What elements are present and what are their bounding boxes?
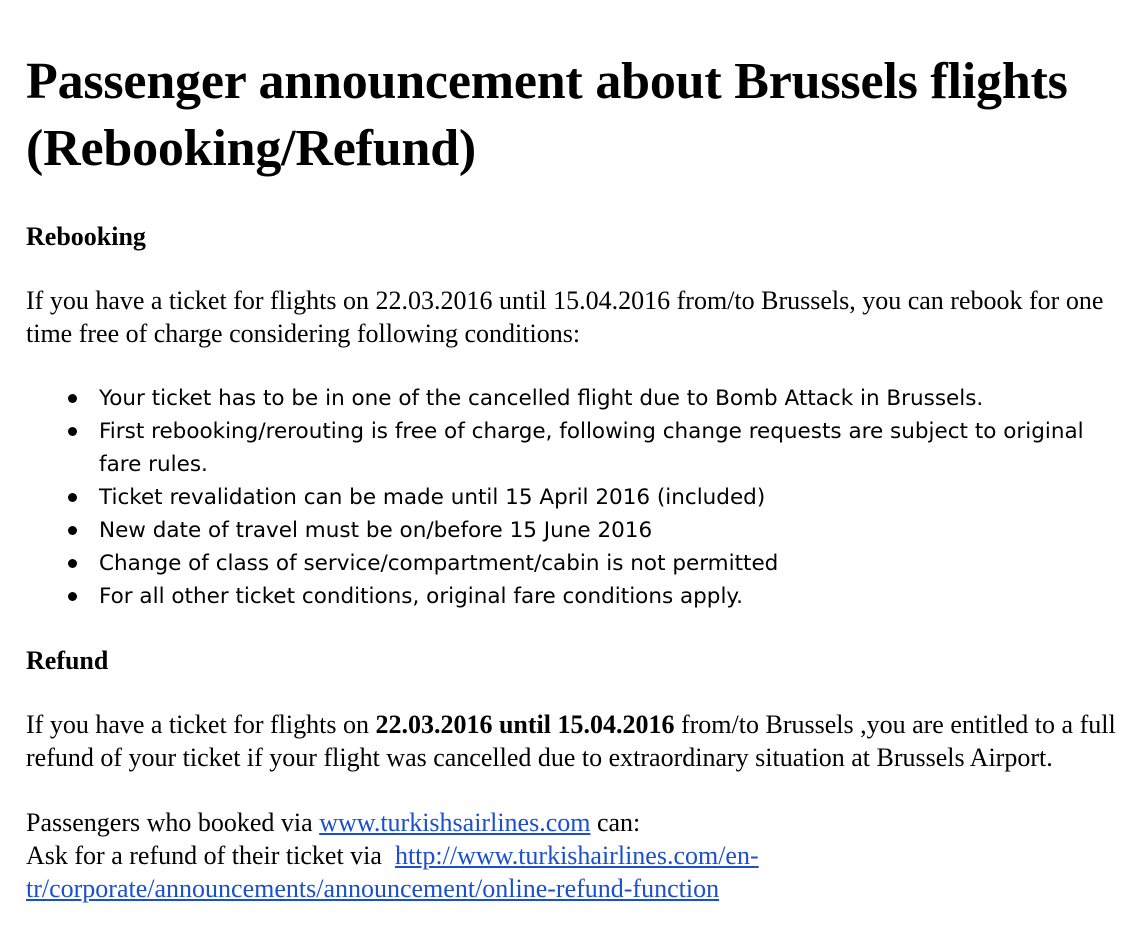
online-refund-link-line1[interactable]: http://www.turkishairlines.com/en- xyxy=(394,841,759,870)
booked-suffix: can: xyxy=(590,808,641,837)
list-item xyxy=(99,382,1126,415)
list-item xyxy=(99,580,1126,613)
refund-text-suffix: from/to Brussels ,you are entitled to a full refund of your ticket if your flight was cancelled due to extraordinary situation at Brussels Airport. xyxy=(26,710,1116,772)
bullet-icon xyxy=(68,592,77,601)
refund-heading: Refund xyxy=(26,646,109,675)
rebooking-intro: If you have a ticket for flights on 22.03.2016 until 15.04.2016 from/to Brussels, you can rebook for one time free of charge considering following conditions: xyxy=(26,286,1104,348)
ask-prefix: Ask for a refund of their ticket via xyxy=(26,841,395,870)
announcement-page xyxy=(26,48,1126,905)
list-item xyxy=(99,481,1126,514)
bullet-icon xyxy=(68,394,77,403)
rebooking-heading: Rebooking xyxy=(26,222,146,251)
page-title: Passenger announcement about Brussels flights (Rebooking/Refund) xyxy=(26,53,1068,177)
turkish-airlines-link[interactable]: www.turkishsairlines.com xyxy=(319,808,591,837)
list-item xyxy=(99,547,1126,580)
condition-text: Ticket revalidation can be made until 15 April 2016 (included) xyxy=(99,485,766,510)
list-item xyxy=(99,514,1126,547)
bullet-icon xyxy=(68,493,77,502)
spacer xyxy=(26,613,1126,645)
condition-text: For all other ticket conditions, original fare conditions apply. xyxy=(99,584,743,609)
bullet-icon xyxy=(68,559,77,568)
online-refund-link-line2[interactable]: tr/corporate/announcements/announcement/online-refund-function xyxy=(26,874,720,903)
condition-text: Your ticket has to be in one of the cancelled flight due to Bomb Attack in Brussels. xyxy=(99,386,984,411)
bullet-icon xyxy=(68,526,77,535)
bullet-icon xyxy=(68,427,77,436)
rebooking-conditions-list xyxy=(26,382,1126,613)
refund-paragraph xyxy=(26,708,1126,774)
refund-text-prefix: If you have a ticket for flights on xyxy=(26,710,376,739)
passengers-booked-line xyxy=(26,806,1126,905)
condition-text: Change of class of service/compartment/cabin is not permitted xyxy=(99,551,779,576)
list-item xyxy=(99,415,1126,481)
refund-date-range: 22.03.2016 until 15.04.2016 xyxy=(375,710,675,739)
condition-text: First rebooking/rerouting is free of charge, following change requests are subject to original fare rules. xyxy=(99,419,1084,477)
booked-prefix: Passengers who booked via xyxy=(26,808,320,837)
condition-text: New date of travel must be on/before 15 June 2016 xyxy=(99,518,653,543)
